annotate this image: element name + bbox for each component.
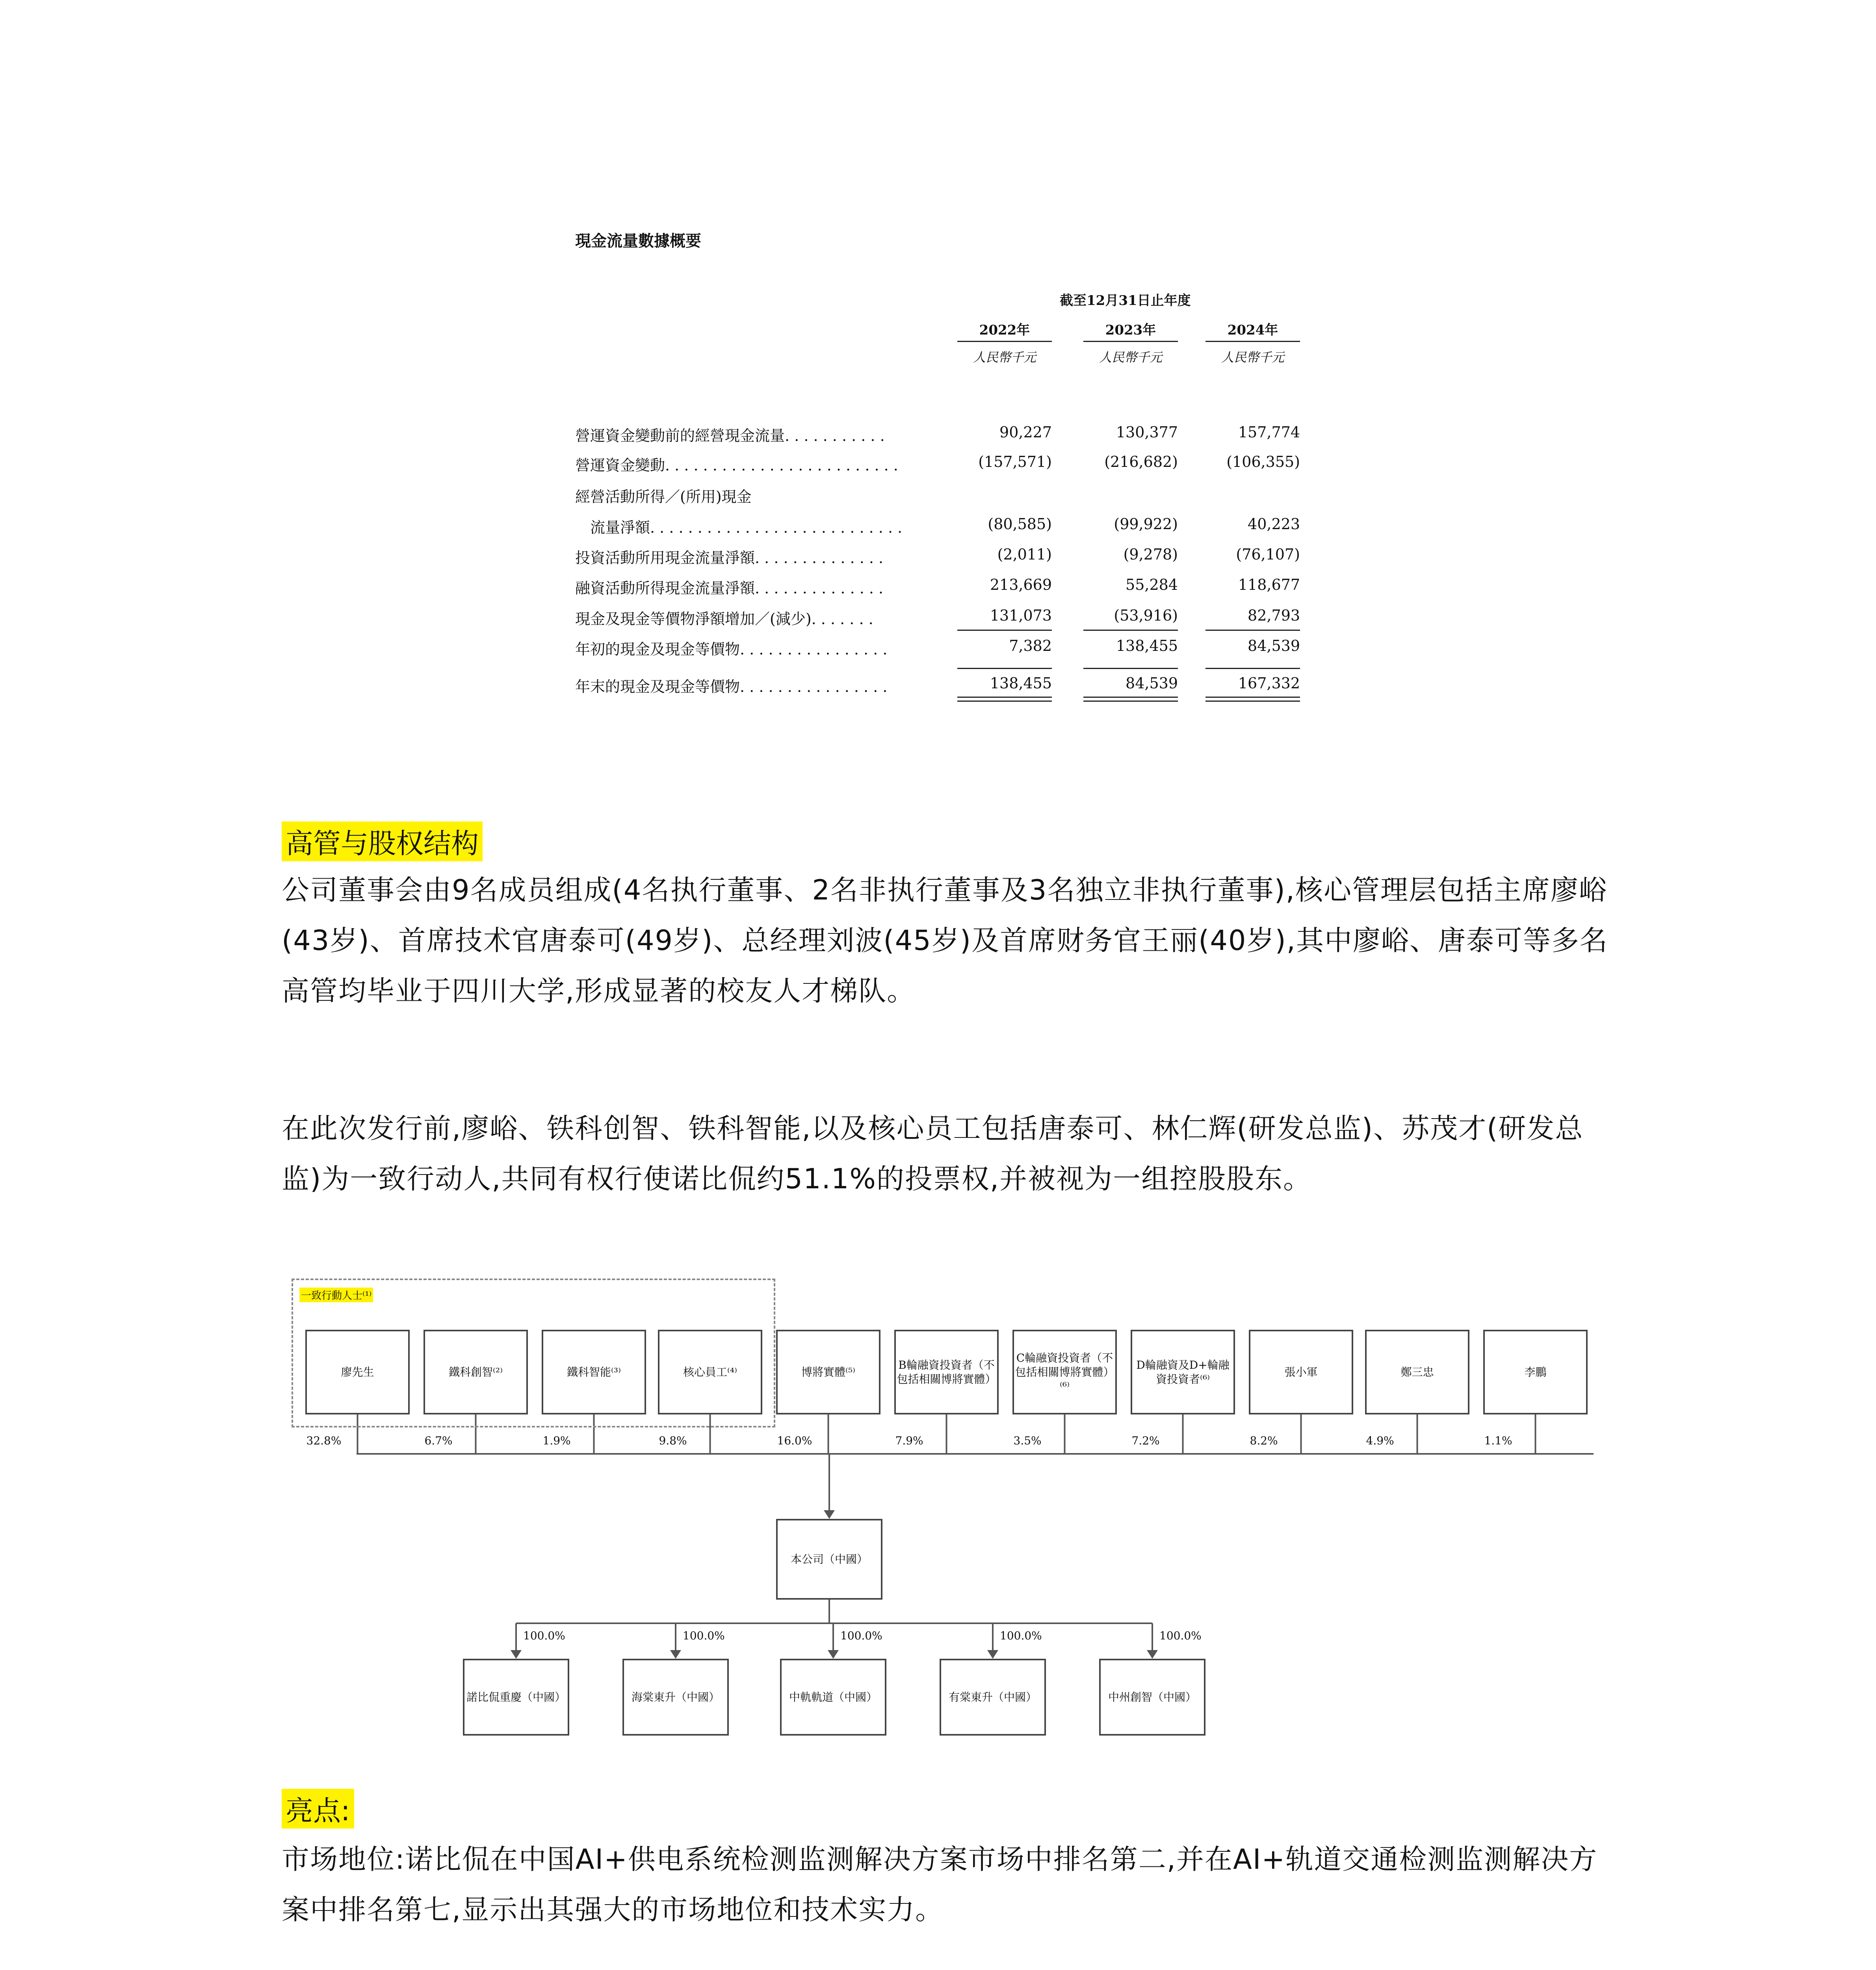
highlight-market-position: 市场地位:诺比侃在中国AI+供电系统检测监测解决方案市场中排名第二,并在AI+轨道交通检测监测解决方案中排名第七,显示出其强大的市场地位和技术实力。 <box>282 1843 1598 1926</box>
subsidiary-box: 中軌軌道（中國） <box>780 1659 886 1736</box>
cash-flow-cell: (2,011) <box>997 546 1052 563</box>
cash-flow-rule <box>957 668 1052 669</box>
cash-flow-row-label: 流量淨額. . . . . . . . . . . . . . . . . . . . . . . . . . . <box>575 519 903 536</box>
cash-flow-period: 截至12月31日止年度 <box>1060 293 1191 309</box>
shareholder-pct: 6.7% <box>424 1434 453 1447</box>
cash-flow-cell: (216,682) <box>1104 453 1178 470</box>
cash-flow-cell: 130,377 <box>1116 424 1178 441</box>
shareholder-box: 博將實體⁽⁵⁾ <box>776 1330 880 1414</box>
shareholder-box: 鐵科智能⁽³⁾ <box>542 1330 646 1414</box>
connector-arrow <box>987 1650 998 1659</box>
shareholder-pct: 3.5% <box>1013 1434 1042 1447</box>
shareholder-box: D輪融資及D+輪融資投資者⁽⁶⁾ <box>1131 1330 1235 1414</box>
cash-flow-cell: 55,284 <box>1126 576 1178 593</box>
cash-flow-row-label: 經營活動所得／(所用)現金 <box>575 488 752 506</box>
connector-arrow <box>670 1650 681 1659</box>
cash-flow-cell: (53,916) <box>1114 607 1178 624</box>
shareholder-pct: 1.9% <box>542 1434 571 1447</box>
cash-flow-cell: 138,455 <box>990 675 1052 692</box>
cash-flow-row-label: 投資活動所用現金流量淨額. . . . . . . . . . . . . . <box>575 549 884 567</box>
cash-flow-unit-0: 人民幣千元 <box>973 350 1036 365</box>
cash-flow-unit-1: 人民幣千元 <box>1099 350 1162 365</box>
cash-flow-rule <box>1083 630 1178 631</box>
connector-arrow <box>1147 1650 1158 1659</box>
concert-party-group-box <box>292 1279 775 1427</box>
subsidiary-pct: 100.0% <box>840 1629 882 1642</box>
connector-arrow <box>828 1650 839 1659</box>
shareholder-pct: 1.1% <box>1484 1434 1512 1447</box>
cash-flow-cell: 157,774 <box>1238 424 1300 441</box>
cash-flow-rule <box>1205 668 1300 669</box>
shareholder-pct: 16.0% <box>777 1434 812 1447</box>
shareholder-box: 鄭三忠 <box>1365 1330 1469 1414</box>
shareholder-pct: 7.2% <box>1131 1434 1160 1447</box>
subsidiary-box: 有棠東升（中國） <box>940 1659 1046 1736</box>
cash-flow-row-label: 年末的現金及現金等價物. . . . . . . . . . . . . . . . <box>575 678 888 695</box>
subsidiary-pct: 100.0% <box>1000 1629 1042 1642</box>
shareholder-box: 核心員工⁽⁴⁾ <box>658 1330 762 1414</box>
cash-flow-cell: 138,455 <box>1116 637 1178 654</box>
cash-flow-cell: 7,382 <box>1009 637 1052 654</box>
cash-flow-row-label: 營運資金變動前的經營現金流量. . . . . . . . . . . <box>575 427 885 444</box>
shareholder-box: 張小軍 <box>1249 1330 1353 1414</box>
section-heading-highlights: 亮点: <box>282 1789 354 1829</box>
concert-party-label: 一致行動人士⁽¹⁾ <box>299 1288 373 1302</box>
subsidiary-pct: 100.0% <box>683 1629 725 1642</box>
subsidiary-pct: 100.0% <box>523 1629 565 1642</box>
management-paragraph-1: 公司董事会由9名成员组成(4名执行董事、2名非执行董事及3名独立非执行董事),核心管理层包括主席廖峪(43岁)、首席技术官唐泰可(49岁)、总经理刘波(45岁)及首席财务官王丽(40岁),其中廖峪、唐泰可等多名高管均毕业于四川大学,形成显著的校友人才梯队。 <box>282 874 1609 1007</box>
shareholder-pct: 9.8% <box>659 1434 687 1447</box>
cash-flow-year-2: 2024年 <box>1205 319 1300 342</box>
cash-flow-cell: (76,107) <box>1236 546 1300 563</box>
cash-flow-cell: 90,227 <box>999 424 1052 441</box>
cash-flow-rule <box>1205 701 1300 702</box>
cash-flow-cell: 84,539 <box>1126 675 1178 692</box>
cash-flow-row-label: 現金及現金等價物淨額增加／(減少). . . . . . . <box>575 610 873 628</box>
cash-flow-rule <box>1083 701 1178 702</box>
subsidiary-box: 諾比侃重慶（中國） <box>463 1659 569 1736</box>
shareholder-box: C輪融資投資者（不包括相關博將實體）⁽⁶⁾ <box>1012 1330 1117 1414</box>
cash-flow-cell: 40,223 <box>1248 515 1300 533</box>
cash-flow-cell: (80,585) <box>988 515 1052 533</box>
cash-flow-cell: (99,922) <box>1114 515 1178 533</box>
cash-flow-year-0: 2022年 <box>957 319 1052 342</box>
subsidiary-box: 中州創智（中國） <box>1099 1659 1205 1736</box>
shareholder-box: 廖先生 <box>305 1330 410 1414</box>
cash-flow-cell: 84,539 <box>1248 637 1300 654</box>
shareholder-pct: 32.8% <box>306 1434 342 1447</box>
section-heading-management: 高管与股权结构 <box>282 821 483 861</box>
cash-flow-rule <box>1083 697 1178 698</box>
cash-flow-cell: (9,278) <box>1123 546 1178 563</box>
subsidiary-pct: 100.0% <box>1159 1629 1202 1642</box>
cash-flow-year-1: 2023年 <box>1083 319 1178 342</box>
cash-flow-rule <box>1205 697 1300 698</box>
cash-flow-cell: 167,332 <box>1238 675 1300 692</box>
shareholder-pct: 7.9% <box>895 1434 923 1447</box>
company-box: 本公司（中國） <box>776 1519 882 1600</box>
cash-flow-rule <box>1083 668 1178 669</box>
shareholder-pct: 8.2% <box>1250 1434 1278 1447</box>
shareholder-box: 鐵科創智⁽²⁾ <box>423 1330 528 1414</box>
cash-flow-cell: 213,669 <box>990 576 1052 593</box>
shareholder-pct: 4.9% <box>1366 1434 1394 1447</box>
cash-flow-rule <box>957 630 1052 631</box>
cash-flow-row-label: 營運資金變動. . . . . . . . . . . . . . . . . . . . . . . . . <box>575 457 898 474</box>
shareholder-box: B輪融資投資者（不包括相關博將實體） <box>894 1330 999 1414</box>
cash-flow-unit-2: 人民幣千元 <box>1221 350 1284 365</box>
connector-arrow <box>511 1650 522 1659</box>
management-paragraph-2: 在此次发行前,廖峪、铁科创智、铁科智能,以及核心员工包括唐泰可、林仁辉(研发总监)、苏茂才(研发总监)为一致行动人,共同有权行使诺比侃约51.1%的投票权,并被视为一组控股股东。 <box>282 1112 1584 1195</box>
cash-flow-cell: (157,571) <box>978 453 1052 470</box>
shareholder-box: 李鵬 <box>1483 1330 1588 1414</box>
connector-arrow <box>824 1510 835 1519</box>
cash-flow-rule <box>1205 630 1300 631</box>
cash-flow-row-label: 融資活動所得現金流量淨額. . . . . . . . . . . . . . <box>575 580 884 597</box>
cash-flow-row-label: 年初的現金及現金等價物. . . . . . . . . . . . . . . . <box>575 641 888 658</box>
cash-flow-title: 現金流量數據概要 <box>575 232 701 250</box>
cash-flow-cell: 82,793 <box>1248 607 1300 624</box>
cash-flow-cell: 118,677 <box>1238 576 1300 593</box>
cash-flow-cell: (106,355) <box>1226 453 1300 470</box>
subsidiary-box: 海棠東升（中國） <box>622 1659 729 1736</box>
cash-flow-rule <box>957 701 1052 702</box>
cash-flow-cell: 131,073 <box>990 607 1052 624</box>
cash-flow-rule <box>957 697 1052 698</box>
